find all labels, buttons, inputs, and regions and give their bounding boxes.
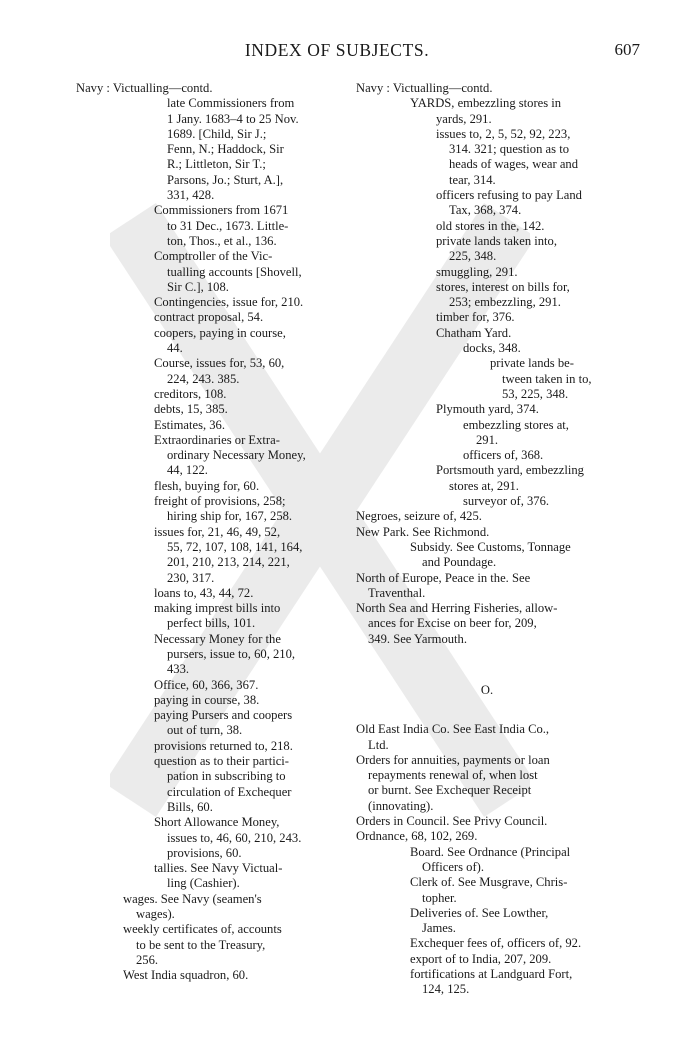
index-entry-line: West India squadron, 60.	[123, 968, 249, 983]
index-entry-line: North Sea and Herring Fisheries, allow-	[356, 601, 558, 616]
index-entry-line: Orders for annuities, payments or loan	[356, 752, 550, 767]
index-entry-line: Subsidy. See Customs, Tonnage	[410, 539, 571, 554]
index-entry-line: old stores in the, 142.	[436, 218, 545, 233]
index-entry-line: Portsmouth yard, embezzling	[436, 463, 584, 478]
index-entry-line: heads of wages, wear and	[449, 157, 579, 172]
index-entry-line: New Park. See Richmond.	[356, 524, 490, 539]
page-title: INDEX OF SUBJECTS.	[244, 40, 430, 60]
index-entry-line: issues to, 46, 60, 210, 243.	[167, 830, 302, 845]
index-entry-line: ling (Cashier).	[167, 876, 240, 891]
index-entry-line: Tax, 368, 374.	[449, 203, 522, 218]
index-entry-line: repayments renewal of, when lost	[368, 768, 538, 783]
index-entry-line: debts, 15, 385.	[154, 402, 228, 417]
index-heading: Navy : Victualling—contd.	[76, 81, 213, 95]
index-entry-line: Comptroller of the Vic-	[154, 249, 273, 264]
index-entry-line: Traventhal.	[368, 585, 426, 600]
index-entry-line: stores, interest on bills for,	[436, 279, 570, 294]
index-entry-line: circulation of Exchequer	[167, 784, 292, 799]
index-entry-line: question as to their partici-	[154, 754, 289, 769]
index-entry-line: Plymouth yard, 374.	[436, 402, 539, 417]
index-entry-line: ances for Excise on beer for, 209,	[368, 616, 537, 631]
index-entry-line: export of to India, 207, 209.	[410, 951, 552, 966]
index-entry-line: 230, 317.	[167, 570, 215, 585]
index-entry-line: 314. 321; question as to	[449, 142, 569, 157]
index-entry-line: North of Europe, Peace in the. See	[356, 570, 531, 585]
index-entry-line: 1 Jany. 1683–4 to 25 Nov.	[167, 111, 299, 126]
index-entry-line: fortifications at Landguard Fort,	[410, 967, 573, 982]
index-entry-line: smuggling, 291.	[436, 264, 518, 279]
index-entry-line: making imprest bills into	[154, 601, 281, 616]
index-entry-line: pation in subscribing to	[167, 769, 286, 784]
index-entry-line: tualling accounts [Shovell,	[167, 264, 302, 279]
section-gap	[356, 647, 616, 683]
index-entry-line: wages. See Navy (seamen's	[123, 891, 262, 906]
index-heading: Navy : Victualling—contd.	[356, 81, 493, 95]
index-entry-line: flesh, buying for, 60.	[154, 478, 260, 493]
index-entry-line: Officers of).	[422, 859, 485, 874]
index-entry-line: James.	[422, 921, 456, 936]
index-entry-line: issues for, 21, 46, 49, 52,	[154, 524, 281, 539]
index-entry-line: Necessary Money for the	[154, 631, 281, 646]
index-entry-line: ton, Thos., et al., 136.	[167, 233, 277, 248]
index-entry-line: Sir C.], 108.	[167, 279, 229, 294]
section-letter: O.	[480, 682, 494, 697]
index-entry-line: wages).	[136, 907, 175, 922]
index-entry-line: 253; embezzling, 291.	[449, 295, 561, 310]
page-header	[0, 40, 674, 64]
index-entry-line: provisions, 60.	[167, 845, 242, 860]
index-entry-line: Extraordinaries or Extra-	[154, 432, 280, 447]
index-entry-line: pursers, issue to, 60, 210,	[167, 646, 296, 661]
index-entry-line: timber for, 376.	[436, 310, 515, 325]
index-entry-line: Estimates, 36.	[154, 417, 226, 432]
index-entry-line: 55, 72, 107, 108, 141, 164,	[167, 539, 303, 554]
index-entry-line: 256.	[136, 952, 159, 967]
index-entry-line: Parsons, Jo.; Sturt, A.],	[167, 172, 284, 187]
index-entry-line: and Poundage.	[422, 555, 497, 570]
index-entry-line: Orders in Council. See Privy Council.	[356, 814, 548, 829]
index-entry-line: Negroes, seizure of, 425.	[356, 509, 482, 524]
index-entry-line: 1689. [Child, Sir J.;	[167, 126, 267, 141]
index-entry-line: Exchequer fees of, officers of, 92.	[410, 936, 582, 951]
index-entry-line: coopers, paying in course,	[154, 325, 286, 340]
section-gap	[356, 698, 616, 722]
index-entry-line: private lands taken into,	[436, 233, 558, 248]
index-entry-line: 124, 125.	[422, 982, 470, 997]
index-entry-line: topher.	[422, 890, 457, 905]
index-entry-line: Bills, 60.	[167, 799, 213, 814]
index-entry-line: Short Allowance Money,	[154, 815, 280, 830]
index-entry-line: loans to, 43, 44, 72.	[154, 585, 254, 600]
index-entry-line: out of turn, 38.	[167, 723, 243, 738]
index-entry-line: Fenn, N.; Haddock, Sir	[167, 142, 284, 157]
index-entry-line: ordinary Necessary Money,	[167, 448, 306, 463]
index-entry-line: docks, 348.	[463, 341, 521, 356]
index-entry-line: Board. See Ordnance (Principal	[410, 844, 571, 859]
index-entry-line: weekly certificates of, accounts	[123, 922, 282, 937]
index-entry-line: R.; Littleton, Sir T.;	[167, 157, 266, 172]
index-entry-line: freight of provisions, 258;	[154, 494, 286, 509]
index-entry-line: or burnt. See Exchequer Receipt	[368, 783, 532, 798]
index-entry-line: Deliveries of. See Lowther,	[410, 905, 549, 920]
index-entry-line: surveyor of, 376.	[463, 494, 550, 509]
index-entry-line: Ordnance, 68, 102, 269.	[356, 829, 478, 844]
index-entry-line: issues to, 2, 5, 52, 92, 223,	[436, 126, 571, 141]
index-entry-line: (innovating).	[368, 798, 434, 813]
index-entry-line: provisions returned to, 218.	[154, 738, 293, 753]
index-entry-line: officers refusing to pay Land	[436, 188, 582, 203]
index-entry-line: embezzling stores at,	[463, 417, 569, 432]
index-entry-line: Chatham Yard.	[436, 325, 512, 340]
index-entry-line: Office, 60, 366, 367.	[154, 677, 259, 692]
index-entry-line: 44.	[167, 341, 183, 356]
index-entry-line: 433.	[167, 662, 190, 677]
index-entry-line: hiring ship for, 167, 258.	[167, 509, 293, 524]
index-entry-line: tallies. See Navy Victual-	[154, 861, 283, 876]
page-number: 607	[614, 40, 640, 59]
index-entry-line: contract proposal, 54.	[154, 310, 264, 325]
index-entry-line: stores at, 291.	[449, 478, 519, 493]
index-entry-line: private lands be-	[490, 356, 574, 371]
index-entry-line: Ltd.	[368, 737, 389, 752]
index-entry-line: 44, 122.	[167, 463, 208, 478]
index-entry-line: yards, 291.	[436, 111, 492, 126]
index-entry-line: late Commissioners from	[167, 96, 295, 111]
index-entry-line: Course, issues for, 53, 60,	[154, 356, 285, 371]
index-entry-line: Commissioners from 1671	[154, 203, 289, 218]
index-entry-line: to 31 Dec., 1673. Little-	[167, 218, 289, 233]
index-column-right	[356, 81, 616, 998]
index-entry-line: 224, 243. 385.	[167, 371, 240, 386]
index-entry-line: paying in course, 38.	[154, 692, 260, 707]
index-entry-line: tear, 314.	[449, 172, 496, 187]
index-entry-line: 291.	[476, 432, 499, 447]
index-entry-line: YARDS, embezzling stores in	[410, 96, 562, 111]
index-entry-line: Contingencies, issue for, 210.	[154, 295, 304, 310]
index-column-left	[76, 81, 326, 984]
index-entry-line: 53, 225, 348.	[502, 386, 569, 401]
index-entry-line: paying Pursers and coopers	[154, 708, 293, 723]
index-entry-line: 331, 428.	[167, 188, 215, 203]
index-entry-line: creditors, 108.	[154, 386, 227, 401]
index-entry-line: perfect bills, 101.	[167, 616, 256, 631]
index-entry-line: officers of, 368.	[463, 448, 544, 463]
index-entry-line: 349. See Yarmouth.	[368, 631, 468, 646]
index-entry-line: to be sent to the Treasury,	[136, 937, 266, 952]
index-entry-line: 201, 210, 213, 214, 221,	[167, 555, 290, 570]
index-entry-line: Clerk of. See Musgrave, Chris-	[410, 875, 568, 890]
index-entry-line: Old East India Co. See East India Co.,	[356, 722, 550, 737]
index-entry-line: 225, 348.	[449, 249, 497, 264]
index-entry-line: tween taken in to,	[502, 371, 592, 386]
